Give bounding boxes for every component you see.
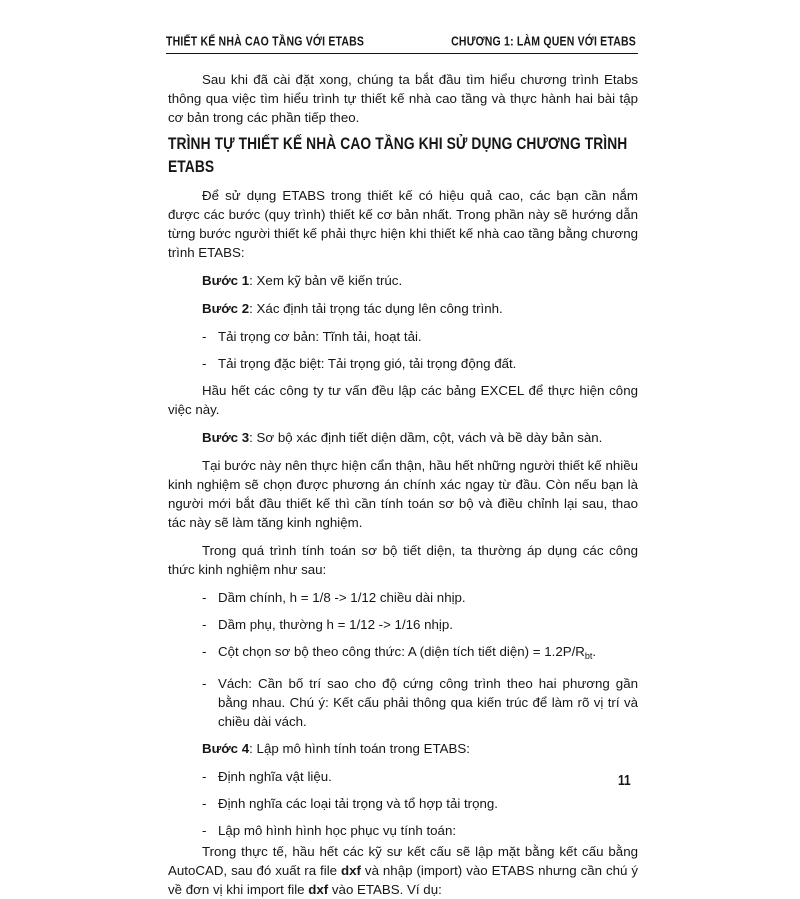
header-book-title: THIẾT KẾ NHÀ CAO TẦNG VỚI ETABS [166,34,365,49]
list-item: - Lập mô hình hình học phục vụ tính toán: [202,823,457,838]
step-4-text: : Lập mô hình tính toán trong ETABS: [249,741,470,756]
dash-bullet: - [202,676,207,691]
step-3 [202,428,638,447]
list-item [202,642,638,666]
list-item: - Định nghĩa vật liệu. [202,769,332,784]
dash-bullet: - [202,329,207,344]
step-4-final-paragraph: Trong thực tế, hầu hết các kỹ sư kết cấu sẽ lập mặt bằng kết cấu bằng AutoCAD, sau đó xuất ra file dxf và nhập (import) vào ETABS nhưng cần chú ý về đơn vị khi import file dxf vào ETABS. Ví dụ: [168,844,638,897]
list-item: - Định nghĩa các loại tải trọng và tổ hợp tải trọng. [202,796,498,811]
step-1 [202,271,638,290]
dash-bullet: - [202,644,207,659]
header-chapter-title: CHƯƠNG 1: LÀM QUEN VỚI ETABS [451,34,636,49]
column-formula: Cột chọn sơ bộ theo công thức: A (diện tích tiết diện) = 1.2P/R [218,644,585,659]
formula-subscript: bt [584,651,593,661]
dash-bullet: - [202,617,207,632]
dxf-term: dxf [341,863,361,878]
dxf-term: dxf [308,882,329,897]
step-1-text: : Xem kỹ bản vẽ kiến trúc. [249,273,403,288]
step-1-label: Bước 1 [202,273,250,288]
list-item: - Dầm phụ, thường h = 1/12 -> 1/16 nhịp. [202,617,453,632]
dash-bullet: - [202,356,207,371]
page-number: 11 [618,772,631,789]
list-item: - Tải trọng cơ bản: Tĩnh tải, hoạt tải. [202,329,422,344]
dash-bullet: - [202,823,207,838]
dash-bullet: - [202,769,207,784]
step-4-label: Bước 4 [202,741,250,756]
intro-paragraph: Sau khi đã cài đặt xong, chúng ta bắt đầu tìm hiểu chương trình Etabs thông qua việc tìm hiểu trình tự thiết kế nhà cao tầng và thực hành hai bài tập cơ bản trong các phần tiếp theo. [168,72,638,125]
step-2-label: Bước 2 [202,301,250,316]
step-3-text: : Sơ bộ xác định tiết diện dầm, cột, vách và bề dày bản sàn. [249,430,603,445]
step-3-label: Bước 3 [202,430,250,445]
step-2-text: : Xác định tải trọng tác dụng lên công trình. [249,301,503,316]
step-2 [202,299,638,318]
step-3-paragraph-1: Tại bước này nên thực hiện cẩn thận, hầu hết những người thiết kế nhiều kinh nghiệm sẽ chọn được phương án chính xác ngay từ đầu. Còn nếu bạn là người mới bắt đầu thiết kế thì cần tính toán sơ bộ và điều chỉnh lại sau, thao tác này sẽ làm tăng kinh nghiệm. [168,458,638,530]
dash-bullet: - [202,796,207,811]
step-3-paragraph-2: Trong quá trình tính toán sơ bộ tiết diện, ta thường áp dụng các công thức kinh nghiệm như sau: [168,543,638,577]
list-item: - Vách: Cần bố trí sao cho độ cứng công trình theo hai phương gần bằng nhau. Chú ý: Kết cấu phải thông qua kiến trúc để làm rõ vị trí và chiều dài vách. [202,676,638,729]
dash-bullet: - [202,590,207,605]
formula-end: . [592,644,597,659]
header-rule [166,53,638,54]
list-item: - Tải trọng đặc biệt: Tải trọng gió, tải trọng động đất. [202,356,517,371]
running-header [166,34,636,49]
page-body [168,70,638,899]
list-item: - Dầm chính, h = 1/8 -> 1/12 chiều dài nhịp. [202,590,466,605]
step-2-note: Hầu hết các công ty tư vấn đều lập các bảng EXCEL để thực hiện công việc này. [168,383,638,417]
section-heading: TRÌNH TỰ THIẾT KẾ NHÀ CAO TẦNG KHI SỬ DỤNG CHƯƠNG TRÌNH ETABS [168,134,628,176]
section-intro-paragraph: Để sử dụng ETABS trong thiết kế có hiệu quả cao, các bạn cần nắm được các bước (quy trình) thiết kế cơ bản nhất. Trong phần này sẽ hướng dẫn từng bước người thiết kế phải thực hiện khi thiết kế nhà cao tầng bằng chương trình ETABS: [168,188,638,260]
step-4 [202,739,638,758]
